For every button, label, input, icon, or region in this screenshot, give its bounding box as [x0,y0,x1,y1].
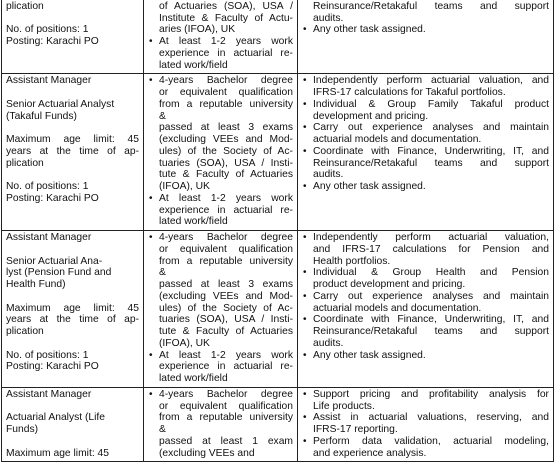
bullet-line: & [159,267,166,279]
qualification-item [148,36,293,71]
responsibilities-list [302,232,549,361]
bullet-line: Life products. [313,400,375,412]
bullet-line: • Independently perform actuarial valuation, and [313,75,549,87]
positions-count: No. of positions: 1 [6,181,89,192]
qualification-cell [144,387,298,462]
bullet-line: • Individual & Group Family Takaful product [313,98,549,110]
table-row [2,74,554,231]
bullet-line: • Carry out experience analyses and maintain [313,290,549,302]
responsibility-item [302,314,549,349]
bullet-line: actuarial models and documentation. [313,302,482,314]
age-limit-line: Maximum age limit: 45 [6,447,109,459]
bullet-line: • of Actuaries (SOA), USA / [159,0,293,12]
age-limit-line: plication [6,326,44,337]
age-limit-line: plication [6,157,44,169]
bullet-line: • Reinsurance/Retakaful teams and support [313,0,549,12]
bullet-line: or equivalent qualification [159,87,293,98]
position-cell [2,387,144,462]
position-title-line: Health Fund) [6,279,66,290]
responsibility-item [302,436,549,460]
bullet-line: (excluding VEEs and Mod- [159,290,293,302]
qualification-cell [144,74,298,231]
bullet-line: tuaries (SOA), USA / Insti- [159,157,293,169]
bullet-line: • Individual & Group Health and Pension [313,267,549,279]
bullet-line: experience in actuarial re- [159,47,293,59]
bullet-line: development and pricing. [313,110,429,122]
position-cell [2,231,144,388]
qualification-cell [144,0,298,74]
qualification-item [148,193,293,228]
bullet-line: experience in actuarial re- [159,361,293,373]
bullet-line: & [159,110,166,122]
posting-location: Posting: Karachi PO [6,361,99,373]
bullet-line: lated work/field [159,373,228,384]
bullet-line: and IFRS-17 calculations for Pension and [313,243,549,255]
bullet-line: from a reputable university [159,412,293,424]
bullet-line: (IFOA), UK [159,337,210,349]
position-title-line: Assistant Manager [6,232,92,243]
qualification-list [148,0,293,71]
bullet-line: & [159,424,166,435]
responsibility-item [302,24,549,36]
bullet-line: Institute & Faculty of Actu- [159,12,293,24]
responsibility-item [302,0,549,24]
responsibility-item [302,267,549,291]
responsibility-item [302,389,549,413]
qualification-list [148,389,293,460]
responsibilities-list [302,75,549,193]
age-limit-line: years at the time of ap- [6,145,139,157]
bullet-line: • Coordinate with Finance, Underwriting, IT, and [313,314,549,326]
position-title-line [6,244,139,256]
bullet-line: lated work/field [159,59,228,71]
responsibility-item [302,75,549,99]
bullet-line: audits. [313,169,344,181]
spacer [6,338,139,350]
bullet-line: • Coordinate with Finance, Underwriting, IT, and [313,145,549,157]
bullet-line: or equivalent qualification [159,400,293,412]
bullet-line: from a reputable university [159,255,293,267]
position-title-line: Funds) [6,424,39,435]
responsibilities-cell [298,387,554,462]
qualification-item [148,389,293,460]
qualification-item [148,75,293,193]
bullet-line: ules) of the Society of Ac- [159,145,293,157]
bullet-line: IFRS-17 reporting. [313,424,398,435]
bullet-line: • Carry out experience analyses and maintain [313,122,549,134]
bullet-line: • Assist in actuarial valuations, reserving, and [313,412,549,424]
position-title-line: lyst (Pension Fund and [6,267,112,279]
posting-location: Posting: Karachi PO [6,36,99,47]
age-limit-line: Maximum age limit: 45 [6,134,139,145]
position-title-line: Actuarial Analyst (Life [6,412,106,424]
bullet-line: tuaries (SOA), USA / Insti- [159,314,293,326]
bullet-line: • 4-years Bachelor degree [159,75,293,87]
bullet-line: • 4-years Bachelor degree [159,388,293,400]
age-limit-line: plication [6,0,44,12]
responsibility-item [302,232,549,267]
position-title-line: (Takaful Funds) [6,110,77,122]
responsibility-item [302,412,549,436]
position-cell [2,0,144,74]
positions-table [1,0,554,462]
bullet-line: (IFOA), UK [159,181,210,192]
bullet-line: product development and pricing. [313,279,466,290]
bullet-line: (excluding VEEs and [159,447,255,459]
bullet-line: • Any other task assigned. [313,181,426,192]
spacer [6,436,139,448]
qualification-item [148,0,293,36]
spacer [6,122,139,134]
positions-count: No. of positions: 1 [6,349,89,361]
responsibilities-list [302,389,549,460]
bullet-line: tute & Faculty of Actuaries [159,326,293,337]
bullet-line: passed at least 3 exams [159,279,293,290]
position-title-line: Senior Actuarial Ana- [6,255,103,267]
position-title-line [6,401,139,413]
qualification-cell [144,231,298,388]
responsibility-item [302,181,549,193]
bullet-line: IFRS-17 calculations for Takaful portfolios. [313,87,506,98]
position-title-line: Assistant Manager [6,388,92,400]
bullet-line: • Any other task assigned. [313,24,426,36]
position-title-line: Senior Actuarial Analyst [6,98,115,110]
bullet-line: • At least 1-2 years work [159,36,293,47]
bullet-line: Reinsurance/Retakaful teams and support [313,157,549,169]
table-row [2,387,554,462]
responsibilities-cell [298,231,554,388]
bullet-line: audits. [313,12,344,24]
bullet-line: lated work/field [159,216,228,228]
bullet-line: passed at least 1 exam [159,435,293,447]
age-limit-line: years at the time of ap- [6,314,139,326]
bullet-line: • Perform data validation, actuarial modeling, [313,435,549,447]
bullet-line: • At least 1-2 years work [159,192,293,204]
qualification-item [148,350,293,385]
responsibility-item [302,122,549,146]
responsibility-item [302,350,549,362]
posting-location: Posting: Karachi PO [6,192,99,204]
table-row [2,0,554,74]
bullet-line: experience in actuarial re- [159,204,293,216]
bullet-line: ules) of the Society of Ac- [159,302,293,314]
spacer [6,13,139,25]
bullet-line: • Any other task assigned. [313,349,426,361]
bullet-line: actuarial models and documentation. [313,134,482,145]
bullet-line: from a reputable university [159,98,293,110]
bullet-line: • Independently perform actuarial valuation, [313,232,549,243]
position-cell [2,74,144,231]
responsibility-item [302,146,549,181]
age-limit-line: Maximum age limit: 45 [6,302,139,314]
bullet-line: aries (IFOA), UK [159,24,236,36]
bullet-line: • At least 1-2 years work [159,349,293,361]
bullet-line: (excluding VEEs and Mod- [159,134,293,145]
responsibility-item [302,291,549,315]
table-row [2,231,554,388]
bullet-line: audits. [313,337,344,349]
position-title-line: Assistant Manager [6,75,92,87]
responsibilities-cell [298,74,554,231]
responsibility-item [302,99,549,123]
position-title-line [6,87,139,99]
bullet-line: tute & Faculty of Actuaries [159,169,293,181]
bullet-line: • Support pricing and profitability analysis for [313,388,549,400]
spacer [6,169,139,181]
qualification-list [148,75,293,228]
qualification-list [148,232,293,385]
bullet-line: passed at least 3 exams [159,122,293,134]
qualification-item [148,232,293,350]
spacer [6,291,139,303]
bullet-line: Reinsurance/Retakaful teams and support [313,326,549,337]
bullet-line: and experience analysis. [313,447,427,459]
bullet-line: Health portfolios. [313,255,391,267]
bullet-line: • 4-years Bachelor degree [159,232,293,243]
bullet-line: or equivalent qualification [159,243,293,255]
positions-count: No. of positions: 1 [6,24,89,36]
responsibilities-cell [298,0,554,74]
responsibilities-list [302,0,549,36]
